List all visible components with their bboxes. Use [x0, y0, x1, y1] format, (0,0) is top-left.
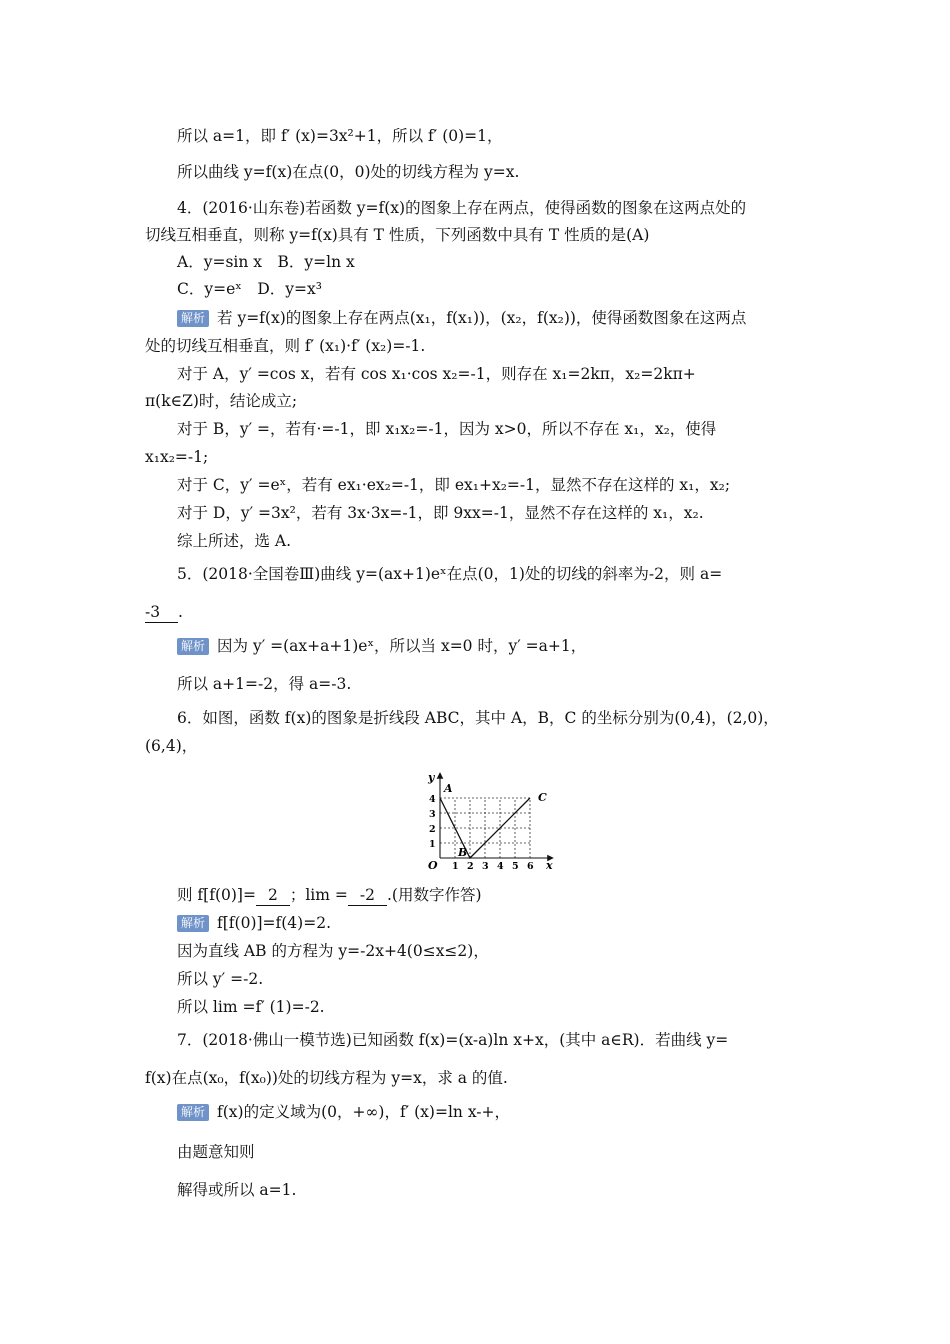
- origin-label: O: [428, 859, 438, 872]
- options-cd: C．y=eˣ D．y=x³: [177, 280, 322, 298]
- grid: [440, 798, 530, 858]
- function-graph-figure: [420, 768, 560, 873]
- x-tick-labels: [452, 861, 534, 872]
- text-line: 所以 lim =f′ (1)=-2.: [177, 998, 325, 1016]
- text-line: 所以曲线 y=f(x)在点(0，0)处的切线方程为 y=x.: [177, 163, 520, 181]
- answer-blank: -3: [145, 602, 178, 623]
- text-line: 对于 B，y′ =，若有·=-1，即 x₁x₂=-1，因为 x>0，所以不存在 x₁，x₂，使得: [177, 420, 717, 438]
- x-axis-label: x: [546, 859, 553, 872]
- text-line: 所以 a+1=-2，得 a=-3.: [177, 675, 352, 693]
- answer-blank: 2: [256, 885, 290, 906]
- text-line: f(x)在点(x₀，f(x₀))处的切线方程为 y=x，求 a 的值.: [145, 1069, 508, 1087]
- answer-line: -3 .: [145, 603, 183, 621]
- x-tick-label: 5: [512, 861, 519, 872]
- x-tick-label: 2: [467, 861, 474, 872]
- problem-6-stem: 6．如图，函数 f(x)的图象是折线段 ABC，其中 A，B，C 的坐标分别为(0,4)，(2,0)，: [177, 709, 779, 727]
- problem-5-stem: 5．(2018·全国卷Ⅲ)曲线 y=(ax+1)eˣ在点(0，1)处的切线的斜率为-2，则 a=: [177, 565, 723, 583]
- problem-7-stem: 7．(2018·佛山一模节选)已知函数 f(x)=(x-a)ln x+x，(其中 a∈R)．若曲线 y=: [177, 1031, 729, 1049]
- problem-4-stem: 4．(2016·山东卷)若函数 y=f(x)的图象上存在两点，使得函数的图象在这两点处的: [177, 199, 747, 217]
- text-line: 所以 a=1，即 f′ (x)=3x²+1，所以 f′ (0)=1，: [177, 127, 503, 145]
- text-line: 因为直线 AB 的方程为 y=-2x+4(0≤x≤2)，: [177, 942, 489, 960]
- y-tick-label: 3: [429, 809, 436, 820]
- text-line: 综上所述，选 A.: [177, 532, 292, 550]
- point-label-a: A: [444, 782, 453, 795]
- analysis-tag: 解析: [177, 1104, 209, 1121]
- analysis-tag: 解析: [177, 915, 209, 932]
- text-line: 对于 A，y′ =cos x，若有 cos x₁·cos x₂=-1，则存在 x₁=2kπ，x₂=2kπ+: [177, 365, 696, 383]
- analysis-tag: 解析: [177, 638, 209, 655]
- x-tick-label: 1: [452, 861, 459, 872]
- text-line: 处的切线互相垂直，则 f′ (x₁)·f′ (x₂)=-1.: [145, 337, 426, 355]
- x-tick-label: 4: [497, 861, 504, 872]
- analysis-7: 解析 f(x)的定义域为(0，+∞)，f′ (x)=ln x-+，: [177, 1102, 510, 1122]
- analysis-5: 解析 因为 y′ =(ax+a+1)eˣ，所以当 x=0 时，y′ =a+1，: [177, 636, 586, 656]
- text-line: π(k∈Z)时，结论成立;: [145, 392, 298, 410]
- y-tick-labels: [429, 794, 436, 850]
- text-line: 对于 D，y′ =3x²，若有 3x·3x=-1，即 9xx=-1，显然不存在这样的 x₁，x₂.: [177, 504, 704, 522]
- analysis-4: 解析 若 y=f(x)的图象上存在两点(x₁，f(x₁))，(x₂，f(x₂))，使得函数图象在这两点: [177, 308, 746, 328]
- analysis-tag: 解析: [177, 310, 209, 327]
- text-line: 对于 C，y′ =eˣ，若有 ex₁·ex₂=-1，即 ex₁+x₂=-1，显然不存在这样的 x₁，x₂;: [177, 476, 731, 494]
- y-tick-label: 2: [429, 824, 436, 835]
- answer-blank: -2: [348, 885, 387, 906]
- point-label-b: B: [458, 846, 468, 859]
- analysis-6: 解析 f[f(0)]=f(4)=2.: [177, 913, 331, 933]
- text-line: 由题意知则: [177, 1143, 255, 1161]
- x-tick-label: 6: [527, 861, 534, 872]
- text-line: 解得或所以 a=1.: [177, 1181, 297, 1199]
- text-line: x₁x₂=-1;: [145, 448, 209, 466]
- text-line: 所以 y′ =-2.: [177, 970, 264, 988]
- text-line: (6,4)，: [145, 737, 198, 755]
- y-tick-label: 4: [429, 794, 436, 805]
- point-label-c: C: [538, 791, 547, 804]
- y-axis-label: y: [428, 771, 435, 784]
- x-tick-label: 3: [482, 861, 489, 872]
- options-ab: A．y=sin x B．y=ln x: [177, 253, 355, 271]
- y-tick-label: 1: [429, 839, 436, 850]
- text-line: 切线互相垂直，则称 y=f(x)具有 T 性质，下列函数中具有 T 性质的是(A): [145, 226, 650, 244]
- problem-6-answer: 则 f[f(0)]= 2 ；lim = -2 .(用数字作答): [177, 886, 482, 904]
